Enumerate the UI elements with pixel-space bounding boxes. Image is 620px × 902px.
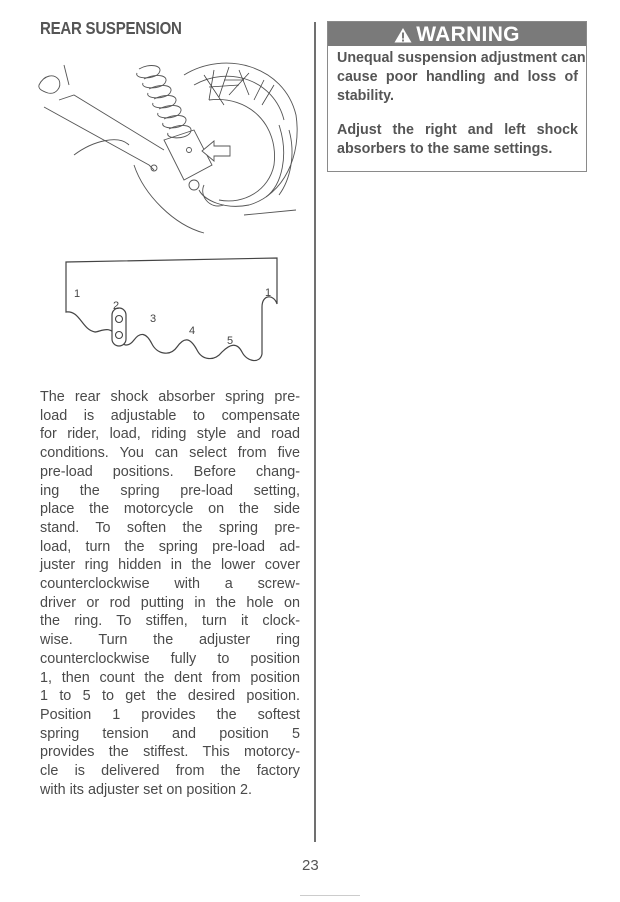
- body-text-line: conditions. You can select from five: [40, 445, 300, 462]
- body-text-line: Position 1 provides the softest: [40, 706, 300, 723]
- body-text-line: provides the stiffest. This motorcy-: [40, 744, 300, 761]
- warning-paragraph: [337, 49, 586, 106]
- page-title: REAR SUSPENSION: [40, 18, 182, 38]
- body-text-line: the ring. To stiffen, turn it clock-: [40, 613, 300, 630]
- body-text-line: pre-load positions. Before chang-: [40, 463, 300, 480]
- body-text-line: place the motorcycle on the side: [40, 501, 300, 518]
- diagram-label-5: 5: [227, 335, 234, 347]
- warning-paragraph: [337, 121, 578, 159]
- body-text-line: 1, then count the dent from position: [40, 669, 300, 686]
- warning-triangle-icon: [394, 27, 412, 43]
- rear-shock-absorber-illustration: [34, 55, 304, 235]
- body-text-line: 1 to 5 to get the desired position.: [40, 688, 300, 705]
- warning-box: [327, 21, 587, 172]
- column-divider: [314, 22, 316, 842]
- warning-title: WARNING: [416, 22, 520, 46]
- page-number: 23: [302, 857, 319, 874]
- body-text-line: load is adjustable to compensate: [40, 407, 300, 424]
- warning-line: cause poor handling and loss of: [337, 69, 578, 85]
- arrow-left-icon: [202, 141, 230, 161]
- adjuster-cam-outline: [66, 258, 277, 361]
- body-paragraph: [40, 388, 300, 799]
- body-text-line: for rider, load, riding style and road: [40, 426, 300, 443]
- diagram-label-4: 4: [189, 325, 196, 337]
- warning-header: [328, 22, 586, 46]
- body-text-line: The rear shock absorber spring pre-: [40, 389, 300, 405]
- preload-position-diagram: [62, 252, 287, 377]
- body-text-line: counterclockwise with a screw-: [40, 576, 300, 593]
- diagram-label-1-right: 1: [265, 287, 272, 299]
- body-text-line: spring tension and position 5: [40, 725, 300, 742]
- diagram-label-2: 2: [113, 300, 120, 312]
- body-text-line: counterclockwise fully to position: [40, 650, 300, 667]
- diagram-label-1-left: 1: [74, 288, 81, 300]
- body-text-line: cle is delivered from the factory: [40, 763, 300, 780]
- body-text-line: driver or rod putting in the hole on: [40, 594, 300, 611]
- warning-body: [328, 46, 586, 159]
- body-text-line: ing the spring pre-load setting,: [40, 482, 300, 499]
- body-text-line: with its adjuster set on position 2.: [40, 781, 252, 798]
- scan-artifact: [300, 895, 360, 896]
- warning-line: Unequal suspension adjustment can: [337, 50, 586, 66]
- warning-line: Adjust the right and left shock: [337, 122, 578, 138]
- body-text-line: wise. Turn the adjuster ring: [40, 632, 300, 649]
- warning-line: absorbers to the same settings.: [337, 141, 553, 157]
- body-text-line: load, turn the spring pre-load ad-: [40, 538, 300, 555]
- adjuster-slot: [112, 308, 126, 346]
- diagram-label-3: 3: [150, 313, 157, 325]
- body-text-line: stand. To soften the spring pre-: [40, 519, 300, 536]
- warning-line: stability.: [337, 88, 394, 104]
- body-text-line: juster ring hidden in the lower cover: [40, 557, 300, 574]
